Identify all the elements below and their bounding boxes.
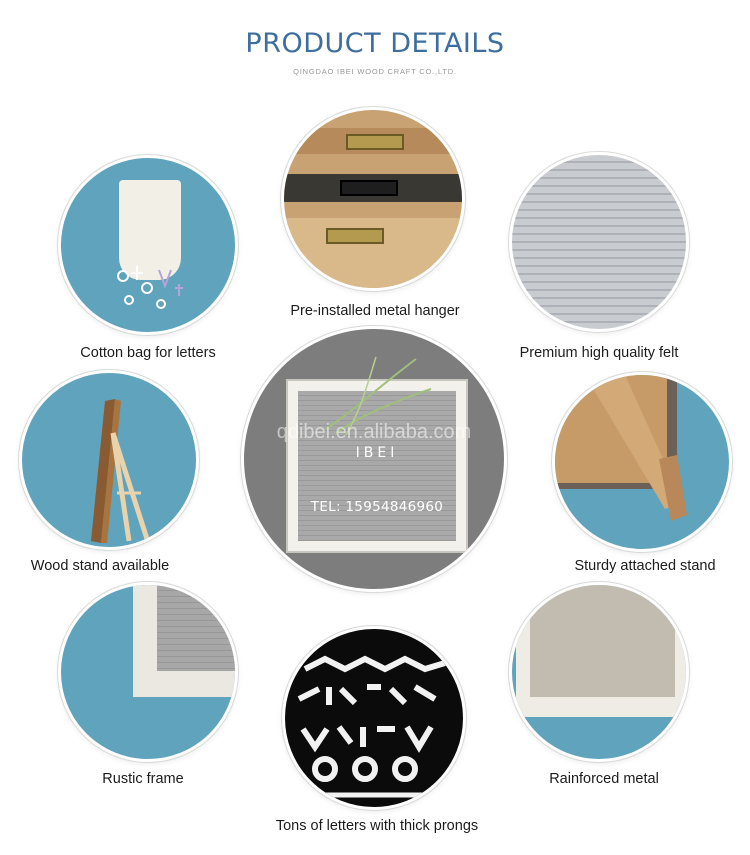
sawtooth-hanger-2: [340, 180, 398, 196]
sawtooth-hanger-1: [346, 134, 404, 150]
reinforced-photo: [509, 582, 689, 762]
sturdy-stand-photo: [552, 372, 732, 552]
sawtooth-hanger-3: [326, 228, 384, 244]
felt-label: Premium high quality felt: [519, 345, 679, 361]
letters-photo: [282, 626, 466, 810]
rustic-frame-photo: [58, 582, 238, 762]
watermark-text: qdibei.en.alibaba.com: [276, 421, 472, 443]
cotton-bag-photo: [58, 155, 238, 335]
felt-photo: [509, 152, 689, 332]
reinforced-label: Rainforced metal: [549, 771, 659, 787]
metal-hanger-label: Pre-installed metal hanger: [290, 303, 460, 319]
wood-stand-photo: [19, 370, 199, 550]
rustic-felt: [157, 585, 238, 671]
letters-label: Tons of letters with thick prongs: [275, 818, 479, 834]
page-title: PRODUCT DETAILS: [245, 28, 505, 59]
spilled-letters-icon: [101, 258, 191, 318]
reinforced-board: [530, 585, 675, 697]
sturdy-stand-label: Sturdy attached stand: [574, 558, 716, 574]
metal-hanger-photo: [281, 107, 465, 291]
plastic-letters-icon: [285, 629, 466, 810]
letter-board-photo: [241, 326, 507, 592]
board-phone-text: TEL: 15954846960: [310, 499, 444, 515]
rustic-frame-label: Rustic frame: [102, 771, 184, 787]
wood-stand-label: Wood stand available: [30, 558, 170, 574]
easel-back-icon: [555, 375, 732, 552]
wood-stand-icon: [77, 393, 167, 543]
cotton-bag-label: Cotton bag for letters: [80, 345, 216, 361]
company-subtitle: QINGDAO IBEI WOOD CRAFT CO.,LTD.: [293, 67, 457, 76]
board-brand-text: IBEI: [355, 445, 399, 461]
